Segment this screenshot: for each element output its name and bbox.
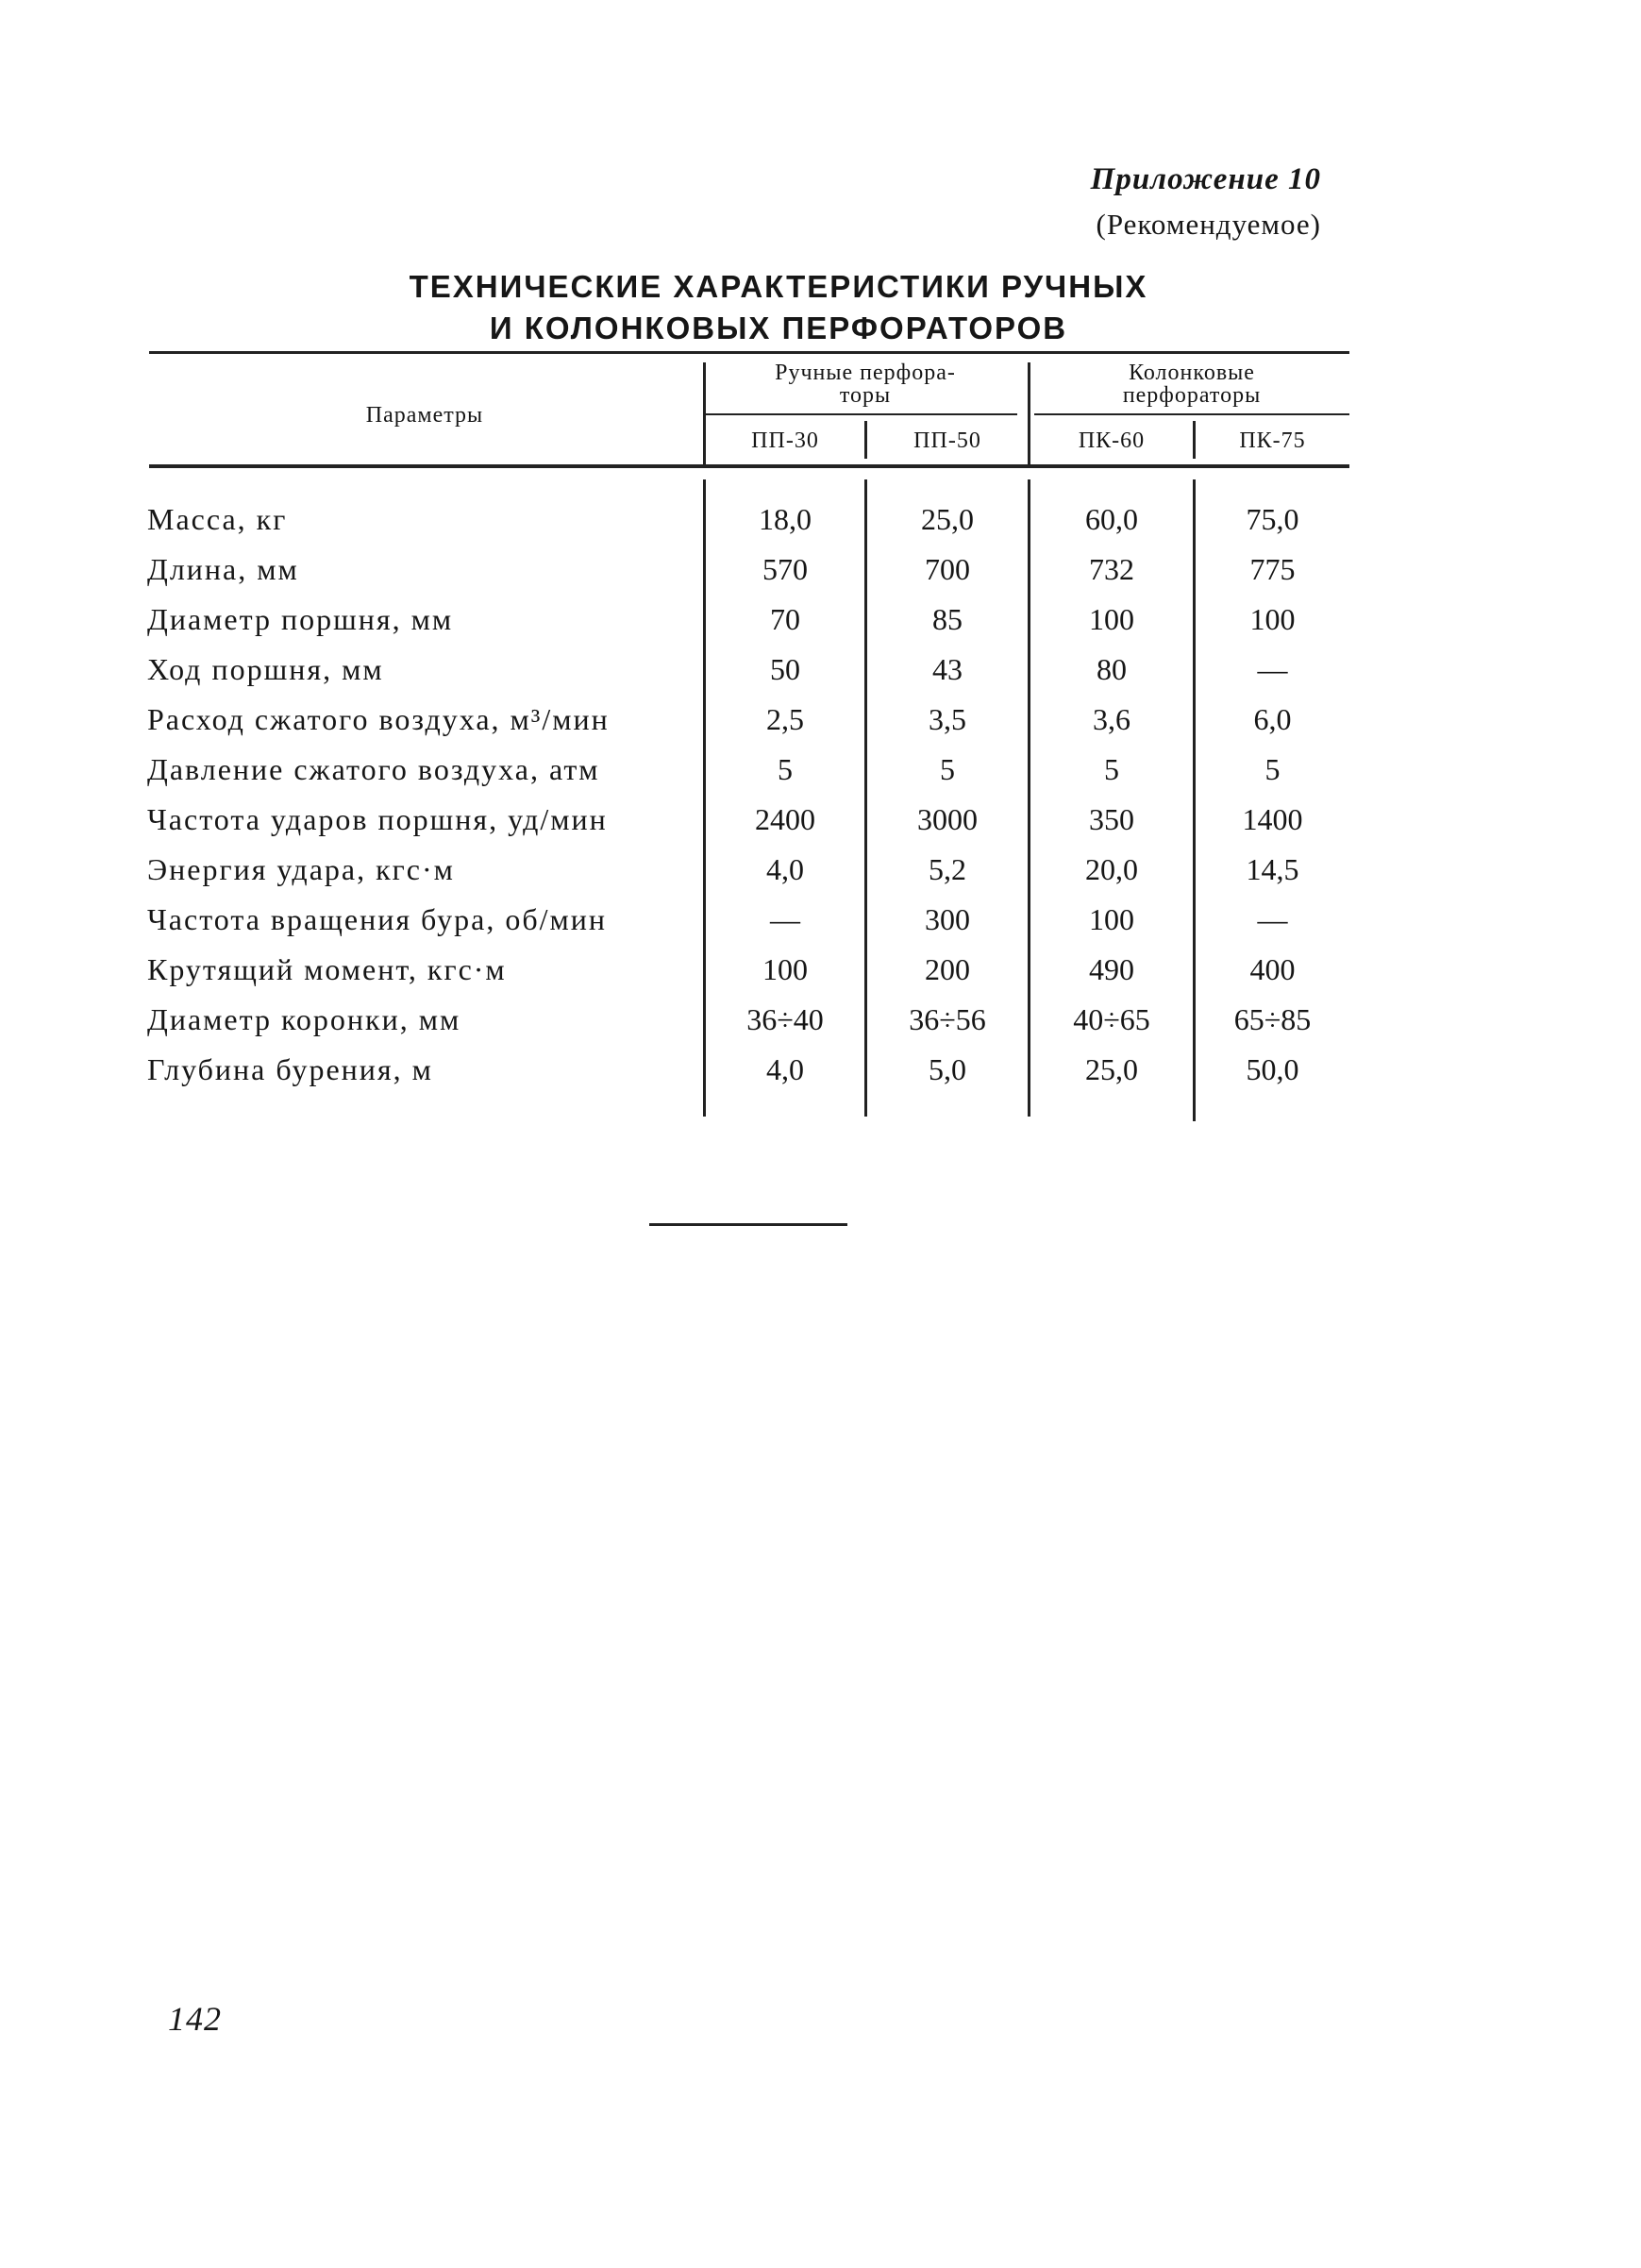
group-column-line-2: перфораторы <box>1122 383 1262 408</box>
appendix-label: Приложение 10 <box>1090 162 1321 196</box>
row-value: 5 <box>778 752 793 786</box>
row-value: 65÷85 <box>1233 1002 1312 1036</box>
row-param: Энергия удара, кгс·м <box>147 852 455 886</box>
row-value: 4,0 <box>766 1052 804 1086</box>
row-value: 4,0 <box>766 852 804 886</box>
row-value: 25,0 <box>921 502 974 536</box>
row-value: 100 <box>1089 602 1134 636</box>
appendix-note: (Рекомендуемое) <box>1096 208 1321 241</box>
row-value: 43 <box>932 652 963 686</box>
row-param: Масса, кг <box>147 502 288 536</box>
row-value: 50 <box>770 652 800 686</box>
row-value: 3000 <box>917 802 978 836</box>
row-value: 2400 <box>755 802 815 836</box>
group-manual-rule <box>706 413 1017 415</box>
row-param: Крутящий момент, кгс·м <box>147 952 507 986</box>
title-line-1: ТЕХНИЧЕСКИЕ ХАРАКТЕРИСТИКИ РУЧНЫХ <box>409 269 1148 304</box>
row-value: 14,5 <box>1246 852 1299 886</box>
row-value: 5 <box>1264 752 1281 786</box>
row-value: 18,0 <box>759 502 812 536</box>
row-param: Ход поршня, мм <box>147 652 384 686</box>
table-top-rule <box>149 351 1349 354</box>
title-line-2: И КОЛОНКОВЫХ ПЕРФОРАТОРОВ <box>489 311 1068 345</box>
document-title <box>283 266 1274 349</box>
row-value: 775 <box>1249 552 1296 586</box>
row-value: 5,0 <box>929 1052 966 1086</box>
row-value: 100 <box>1249 602 1296 636</box>
row-value: 2,5 <box>766 702 804 736</box>
row-value: 60,0 <box>1085 502 1138 536</box>
row-value: — <box>1257 652 1288 686</box>
row-value: 6,0 <box>1253 702 1292 736</box>
row-param: Длина, мм <box>147 552 299 586</box>
row-value: 350 <box>1089 802 1134 836</box>
row-value: 40÷65 <box>1073 1002 1150 1036</box>
row-value: 732 <box>1089 552 1134 586</box>
row-value: 200 <box>925 952 970 986</box>
row-value: 3,5 <box>929 702 966 736</box>
row-param: Расход сжатого воздуха, м³/мин <box>147 702 610 736</box>
row-value: — <box>770 902 800 936</box>
row-value: 300 <box>925 902 970 936</box>
row-value: 3,6 <box>1093 702 1130 736</box>
group-manual-line-1: Ручные перфора- <box>775 361 956 385</box>
column-header-pk60: ПК-60 <box>1078 428 1146 453</box>
row-value: 25,0 <box>1085 1052 1138 1086</box>
param-header: Параметры <box>365 403 484 428</box>
row-value: 700 <box>925 552 970 586</box>
group-column-rule <box>1034 413 1349 415</box>
column-divider-3 <box>1028 362 1030 468</box>
row-value: 570 <box>762 552 808 586</box>
row-value: 80 <box>1097 652 1127 686</box>
row-param: Диаметр поршня, мм <box>147 602 454 636</box>
row-value: 5,2 <box>929 852 966 886</box>
end-rule <box>649 1223 847 1226</box>
header-bottom-rule <box>149 464 1349 468</box>
row-value: — <box>1257 902 1288 936</box>
row-value: 400 <box>1249 952 1296 986</box>
row-value: 5 <box>1104 752 1119 786</box>
page-number: 142 <box>168 2000 222 2038</box>
row-value: 20,0 <box>1085 852 1138 886</box>
row-value: 75,0 <box>1246 502 1299 536</box>
group-column-header <box>1034 361 1349 407</box>
column-header-pp30: ПП-30 <box>751 428 819 453</box>
row-param: Частота ударов поршня, уд/мин <box>147 802 608 836</box>
row-value: 100 <box>1089 902 1134 936</box>
group-column-line-1: Колонковые <box>1129 361 1255 385</box>
row-value: 50,0 <box>1246 1052 1299 1086</box>
column-header-pk75: ПК-75 <box>1239 428 1306 453</box>
row-value: 100 <box>762 952 808 986</box>
row-value: 490 <box>1089 952 1134 986</box>
row-param: Диаметр коронки, мм <box>147 1002 461 1036</box>
row-value: 1400 <box>1242 802 1303 836</box>
row-param: Давление сжатого воздуха, атм <box>147 752 600 786</box>
column-header-pp50: ПП-50 <box>913 428 981 453</box>
row-value: 70 <box>770 602 800 636</box>
row-value: 5 <box>940 752 955 786</box>
row-value: 85 <box>932 602 963 636</box>
row-param: Частота вращения бура, об/мин <box>147 902 607 936</box>
row-value: 36÷56 <box>909 1002 986 1036</box>
column-divider-1 <box>703 362 706 468</box>
row-value: 36÷40 <box>746 1002 824 1036</box>
row-param: Глубина бурения, м <box>147 1052 433 1086</box>
group-manual-line-2: торы <box>839 383 892 408</box>
group-manual-header <box>710 361 1021 407</box>
